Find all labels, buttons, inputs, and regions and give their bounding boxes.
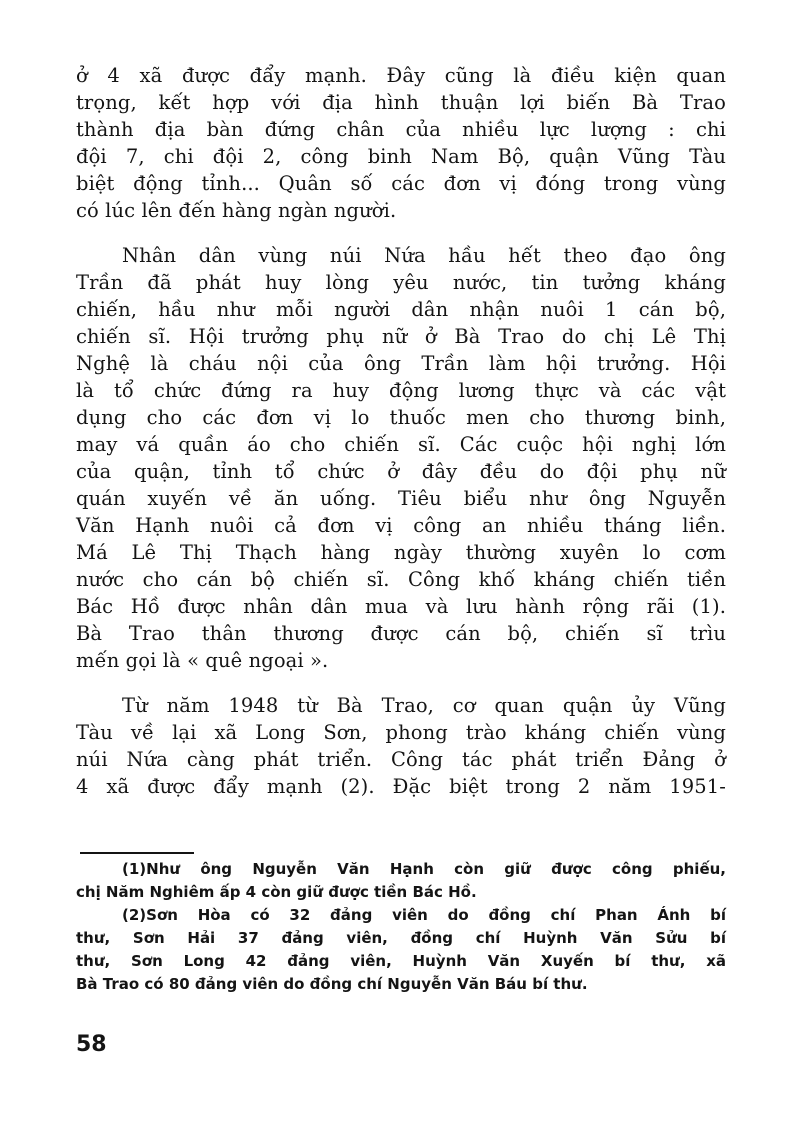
text-line: trọng, kết hợp với địa hình thuận lợi biến Bà Trao: [76, 91, 726, 114]
text-line: của quận, tỉnh tổ chức ở đây đều do đội phụ nữ: [76, 460, 726, 483]
text-line: dụng cho các đơn vị lo thuốc men cho thương binh,: [76, 406, 726, 429]
text-line: may vá quần áo cho chiến sĩ. Các cuộc hội nghị lớn: [76, 433, 726, 456]
text-line: núi Nứa càng phát triển. Công tác phát triển Đảng ở: [76, 748, 726, 771]
text-line: có lúc lên đến hàng ngàn người.: [76, 199, 397, 222]
paragraph-3: [76, 692, 726, 800]
text-line: thành địa bàn đứng chân của nhiều lực lượng : chi: [76, 118, 726, 141]
paragraph-1: [76, 62, 726, 224]
text-line: chiến sĩ. Hội trưởng phụ nữ ở Bà Trao do chị Lê Thị: [76, 325, 726, 348]
text-line: là tổ chức đứng ra huy động lương thực và các vật: [76, 379, 726, 402]
footnote-2: [76, 904, 726, 996]
text-line: Văn Hạnh nuôi cả đơn vị công an nhiều tháng liền.: [76, 514, 726, 537]
footnote-separator: [80, 852, 194, 854]
text-line: 4 xã được đẩy mạnh (2). Đặc biệt trong 2 năm 1951-: [76, 775, 726, 798]
text-line: Trần đã phát huy lòng yêu nước, tin tưởng kháng: [76, 271, 726, 294]
footnote-line: thư, Sơn Long 42 đảng viên, Huỳnh Văn Xuyến bí thư, xã: [76, 952, 726, 970]
footnotes: [76, 858, 726, 996]
text-line: Nghệ là cháu nội của ông Trần làm hội trưởng. Hội: [76, 352, 726, 375]
text-line: chiến, hầu như mỗi người dân nhận nuôi 1 cán bộ,: [76, 298, 726, 321]
text-line: biệt động tỉnh... Quân số các đơn vị đóng trong vùng: [76, 172, 726, 195]
paragraph-2: [76, 242, 726, 674]
text-line: quán xuyến về ăn uống. Tiêu biểu như ông Nguyễn: [76, 487, 726, 510]
text-line: nước cho cán bộ chiến sĩ. Công khố kháng chiến tiền: [76, 568, 726, 591]
text-line: Bác Hồ được nhân dân mua và lưu hành rộng rãi (1).: [76, 595, 726, 618]
text-line: Nhân dân vùng núi Nứa hầu hết theo đạo ông: [122, 244, 726, 267]
footnote-line: Bà Trao có 80 đảng viên do đồng chí Nguyễn Văn Báu bí thư.: [76, 975, 588, 993]
footnote-line: thư, Sơn Hải 37 đảng viên, đồng chí Huỳnh Văn Sửu bí: [76, 929, 726, 947]
footnote-line: (2)Sơn Hòa có 32 đảng viên do đồng chí Phan Ánh bí: [122, 906, 726, 924]
footnote-1: [76, 858, 726, 904]
footnote-line: chị Năm Nghiêm ấp 4 còn giữ được tiền Bác Hồ.: [76, 883, 477, 901]
text-line: Má Lê Thị Thạch hàng ngày thường xuyên lo cơm: [76, 541, 726, 564]
page-number: 58: [76, 1032, 107, 1057]
text-line: Bà Trao thân thương được cán bộ, chiến sĩ trìu: [76, 622, 726, 645]
text-line: Từ năm 1948 từ Bà Trao, cơ quan quận ủy Vũng: [122, 694, 726, 717]
text-line: đội 7, chi đội 2, công binh Nam Bộ, quận Vũng Tàu: [76, 145, 726, 168]
text-line: Tàu về lại xã Long Sơn, phong trào kháng chiến vùng: [76, 721, 726, 744]
main-text: [76, 62, 726, 800]
text-line: mến gọi là « quê ngoại ».: [76, 649, 329, 672]
footnote-line: (1)Như ông Nguyễn Văn Hạnh còn giữ được công phiếu,: [122, 860, 726, 878]
text-line: ở 4 xã được đẩy mạnh. Đây cũng là điều kiện quan: [76, 64, 726, 87]
